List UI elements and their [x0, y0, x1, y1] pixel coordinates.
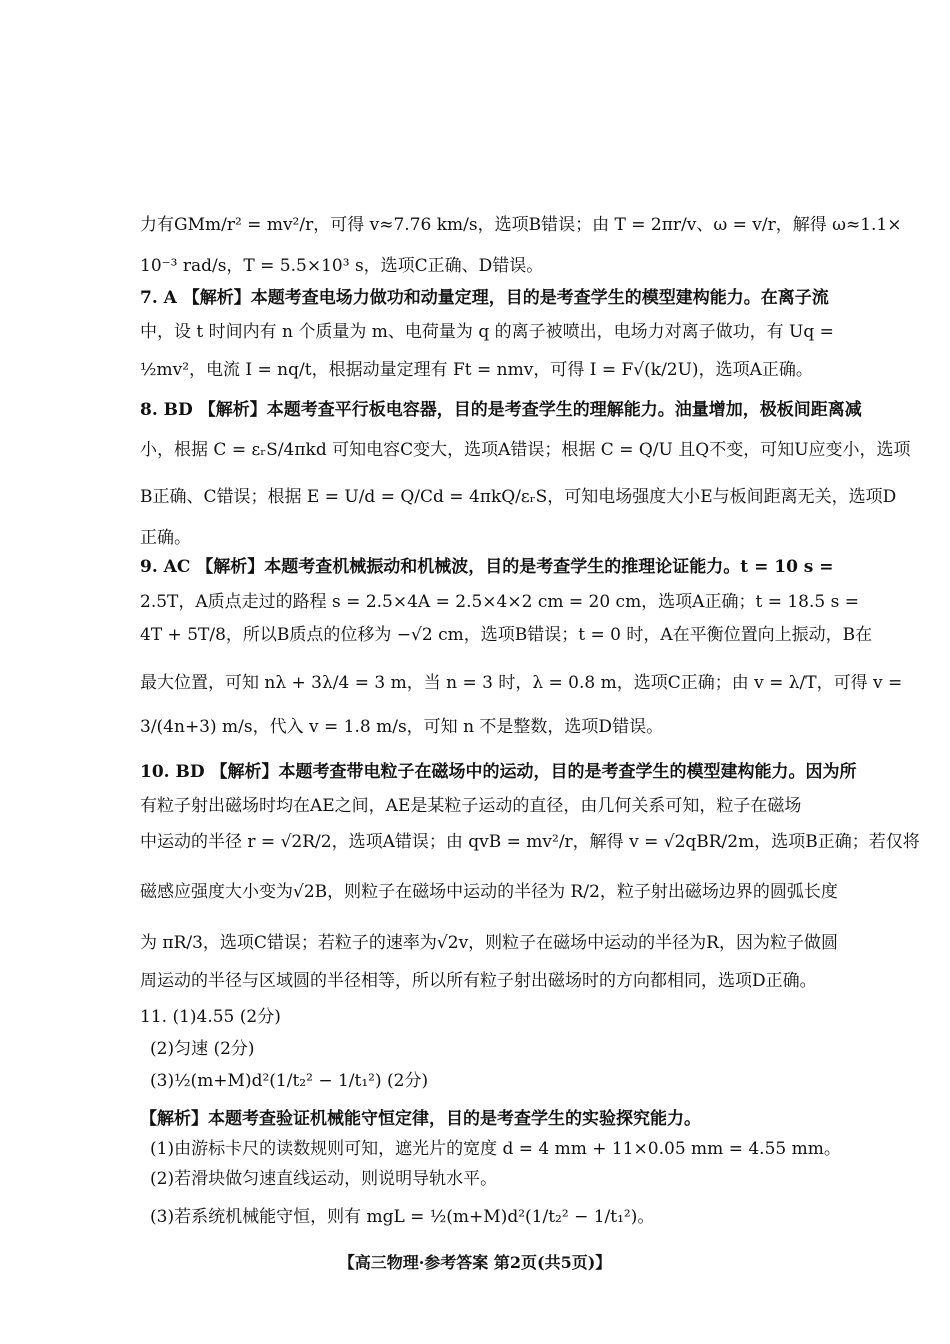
text-line: 4T + 5T/8，所以B质点的位移为 −√2 cm，选项B错误；t = 0 时，A在平衡位置向上振动，B在 [140, 625, 873, 645]
text-line: 中运动的半径 r = √2R/2，选项A错误；由 qvB = mv²/r，解得 v = √2qBR/2m，选项B正确；若仅将 [140, 832, 920, 852]
text-line: 2.5T，A质点走过的路程 s = 2.5×4A = 2.5×4×2 cm = 20 cm，选项A正确；t = 18.5 s = [140, 592, 859, 612]
text-line: 最大位置，可知 nλ + 3λ/4 = 3 m，当 n = 3 时，λ = 0.8 m，选项C正确；由 v = λ/T，可得 v = [140, 673, 903, 693]
question-11-answer-3: (3)½(m+M)d²(1/t₂² − 1/t₁²) (2分) [150, 1071, 429, 1091]
question-10-heading: 10. BD 【解析】本题考查带电粒子在磁场中的运动，目的是考查学生的模型建构能力。因为所 [140, 762, 857, 782]
text-line: 力有GMm/r² = mv²/r，可得 v≈7.76 km/s，选项B错误；由 T = 2πr/v、ω = v/r，解得 ω≈1.1× [140, 215, 902, 235]
question-11-answer-2: (2)匀速 (2分) [150, 1039, 255, 1059]
text-line: 磁感应强度大小变为√2B，则粒子在磁场中运动的半径为 R/2，粒子射出磁场边界的圆弧长度 [140, 882, 838, 902]
text-line: (2)若滑块做匀速直线运动，则说明导轨水平。 [150, 1169, 498, 1189]
text-line: 小，根据 C = εᵣS/4πkd 可知电容C变大，选项A错误；根据 C = Q/U 且Q不变，可知U应变小，选项 [140, 440, 911, 460]
text-line: 10⁻³ rad/s，T = 5.5×10³ s，选项C正确、D错误。 [140, 256, 544, 276]
text-line: 正确。 [140, 528, 191, 548]
question-9-heading: 9. AC 【解析】本题考查机械振动和机械波，目的是考查学生的推理论证能力。t = 10 s = [140, 557, 834, 577]
text-line: 有粒子射出磁场时均在AE之间，AE是某粒子运动的直径，由几何关系可知，粒子在磁场 [140, 796, 802, 816]
question-8-heading: 8. BD 【解析】本题考查平行板电容器，目的是考查学生的理解能力。油量增加，极板间距离减 [140, 400, 862, 420]
text-line: 周运动的半径与区域圆的半径相等，所以所有粒子射出磁场时的方向都相同，选项D正确。 [140, 971, 817, 991]
question-7-heading: 7. A 【解析】本题考查电场力做功和动量定理，目的是考查学生的模型建构能力。在离子流 [140, 288, 829, 308]
text-line: B正确、C错误；根据 E = U/d = Q/Cd = 4πkQ/εᵣS，可知电场强度大小E与板间距离无关，选项D [140, 487, 897, 507]
text-line: 为 πR/3，选项C错误；若粒子的速率为√2v，则粒子在磁场中运动的半径为R，因为粒子做圆 [140, 933, 838, 953]
page-footer: 【高三物理·参考答案 第2页(共5页)】 [338, 1253, 612, 1272]
question-11-answer-1: 11. (1)4.55 (2分) [140, 1007, 281, 1027]
text-line: 中，设 t 时间内有 n 个质量为 m、电荷量为 q 的离子被喷出，电场力对离子做功，有 Uq = [140, 322, 834, 342]
text-line: ½mv²，电流 I = nq/t，根据动量定理有 Ft = nmv，可得 I = F√(k/2U)，选项A正确。 [140, 360, 813, 380]
text-line: (1)由游标卡尺的读数规则可知，遮光片的宽度 d = 4 mm + 11×0.05 mm = 4.55 mm。 [150, 1139, 841, 1159]
text-line: (3)若系统机械能守恒，则有 mgL = ½(m+M)d²(1/t₂² − 1/t₁²)。 [150, 1207, 655, 1227]
question-11-analysis-heading: 【解析】本题考查验证机械能守恒定律，目的是考查学生的实验探究能力。 [140, 1109, 701, 1129]
text-line: 3/(4n+3) m/s，代入 v = 1.8 m/s，可知 n 不是整数，选项D错误。 [140, 717, 664, 737]
